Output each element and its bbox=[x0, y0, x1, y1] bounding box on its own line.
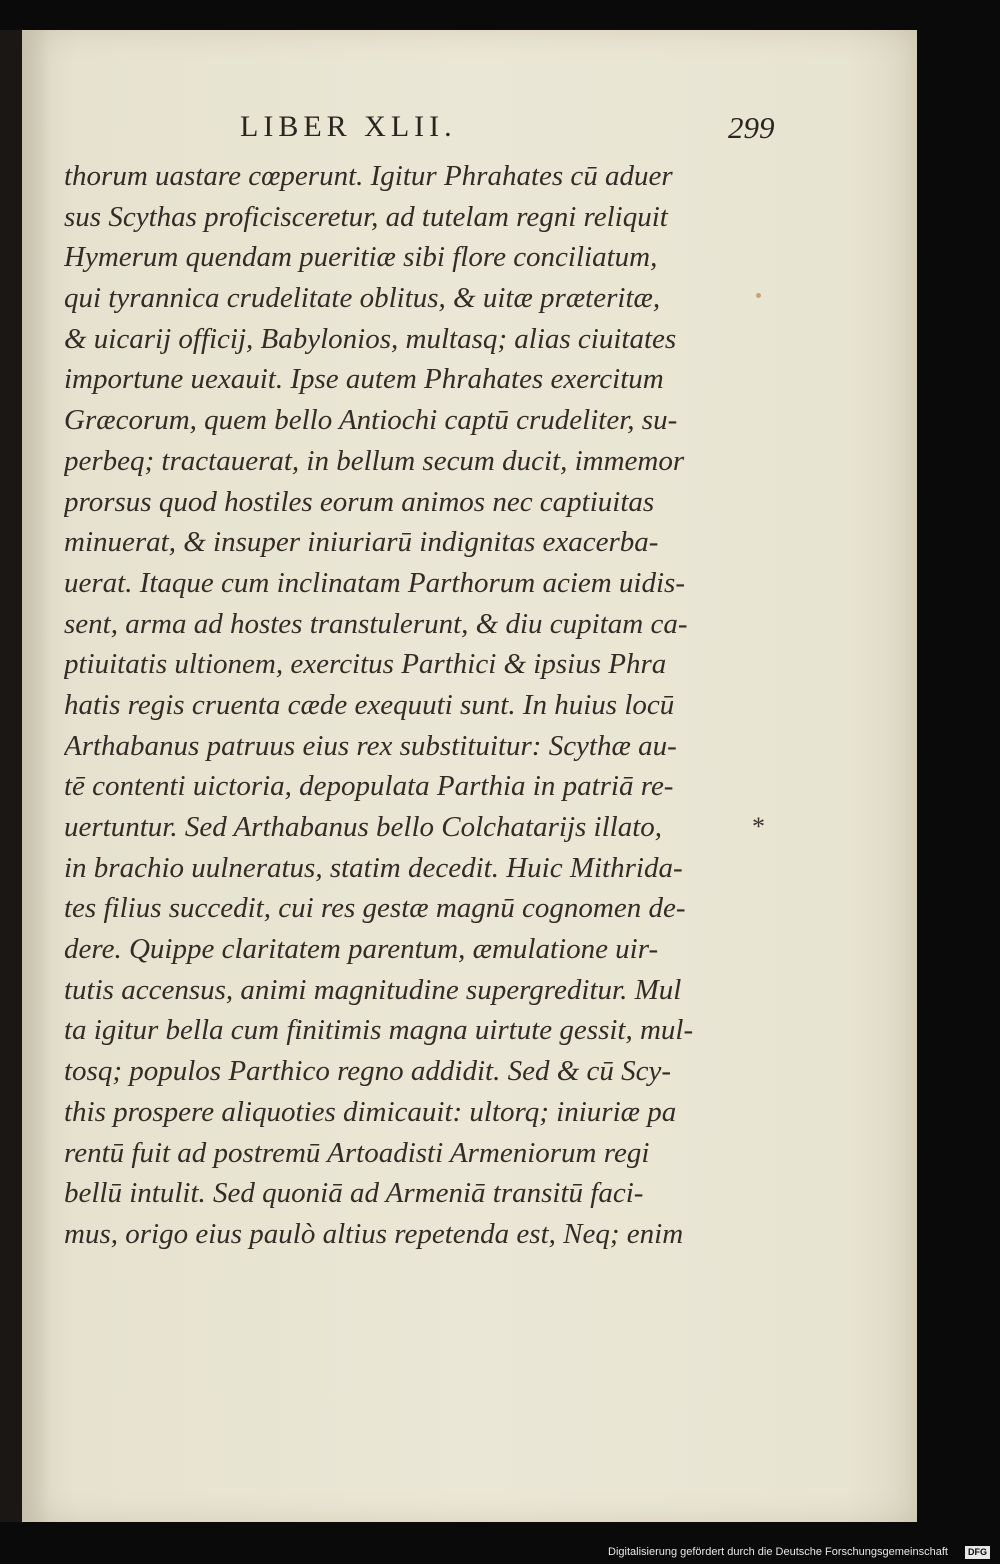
text-line: perbeq; tractauerat, in bellum secum ducit, immemor bbox=[64, 444, 685, 477]
text-line: importune uexauit. Ipse autem Phrahates exercitum bbox=[64, 363, 664, 396]
text-line: qui tyrannica crudelitate oblitus, & uitæ præteritæ, bbox=[64, 282, 661, 315]
text-line: rentū fuit ad postremū Artoadisti Armeniorum regi bbox=[64, 1136, 650, 1169]
text-line: this prospere aliquoties dimicauit: ultorq; iniuriæ pa bbox=[64, 1095, 677, 1128]
text-line: sus Scythas proficisceretur, ad tutelam regni reliquit bbox=[64, 200, 668, 233]
text-line: uerat. Itaque cum inclinatam Parthorum aciem uidis- bbox=[64, 566, 685, 599]
text-line: tutis accensus, animi magnitudine supergreditur. Mul bbox=[64, 973, 682, 1006]
text-line: dere. Quippe claritatem parentum, æmulatione uir- bbox=[64, 933, 659, 966]
margin-asterisk: * bbox=[752, 812, 765, 841]
text-line: tē contenti uictoria, depopulata Parthia in patriā re- bbox=[64, 770, 674, 803]
text-line: Arthabanus patruus eius rex substituitur: Scythæ au- bbox=[64, 729, 677, 762]
text-line: hatis regis cruenta cæde exequuti sunt. In huius locū bbox=[64, 688, 675, 721]
page-gutter bbox=[22, 30, 50, 1522]
text-block bbox=[64, 156, 724, 1255]
dfg-logo-icon: DFG bbox=[965, 1546, 990, 1559]
text-line: Græcorum, quem bello Antiochi captū crudeliter, su- bbox=[64, 404, 678, 437]
book-spine-shadow bbox=[0, 30, 22, 1522]
running-head: LIBER XLII. bbox=[240, 110, 457, 143]
text-line: & uicarij officij, Babylonios, multasq; alias ciuitates bbox=[64, 322, 677, 355]
page-number: 299 bbox=[728, 110, 775, 145]
text-line: ptiuitatis ultionem, exercitus Parthici & ipsius Phra bbox=[64, 648, 667, 681]
text-line: mus, origo eius paulò altius repetenda est, Neq; enim bbox=[64, 1217, 684, 1250]
paper-spot bbox=[756, 293, 761, 298]
text-line: tes filius succedit, cui res gestæ magnū cognomen de- bbox=[64, 892, 686, 925]
text-line: prorsus quod hostiles eorum animos nec captiuitas bbox=[64, 485, 655, 518]
text-line: sent, arma ad hostes transtulerunt, & diu cupitam ca- bbox=[64, 607, 688, 640]
text-line: ta igitur bella cum finitimis magna uirtute gessit, mul- bbox=[64, 1014, 694, 1047]
text-line: Hymerum quendam pueritiæ sibi flore conciliatum, bbox=[64, 241, 658, 274]
text-line: bellū intulit. Sed quoniā ad Armeniā transitū faci- bbox=[64, 1177, 644, 1210]
text-line: tosq; populos Parthico regno addidit. Sed & cū Scy- bbox=[64, 1055, 672, 1088]
text-line: in brachio uulneratus, statim decedit. Huic Mithrida- bbox=[64, 851, 683, 884]
text-line: thorum uastare cœperunt. Igitur Phrahates cū aduer bbox=[64, 160, 673, 192]
text-line: uertuntur. Sed Arthabanus bello Colchatarijs illato, bbox=[64, 811, 663, 843]
digitization-credit: Digitalisierung gefördert durch die Deutsche Forschungsgemeinschaft bbox=[608, 1546, 948, 1558]
text-line: minuerat, & insuper iniuriarū indignitas exacerba- bbox=[64, 526, 659, 559]
